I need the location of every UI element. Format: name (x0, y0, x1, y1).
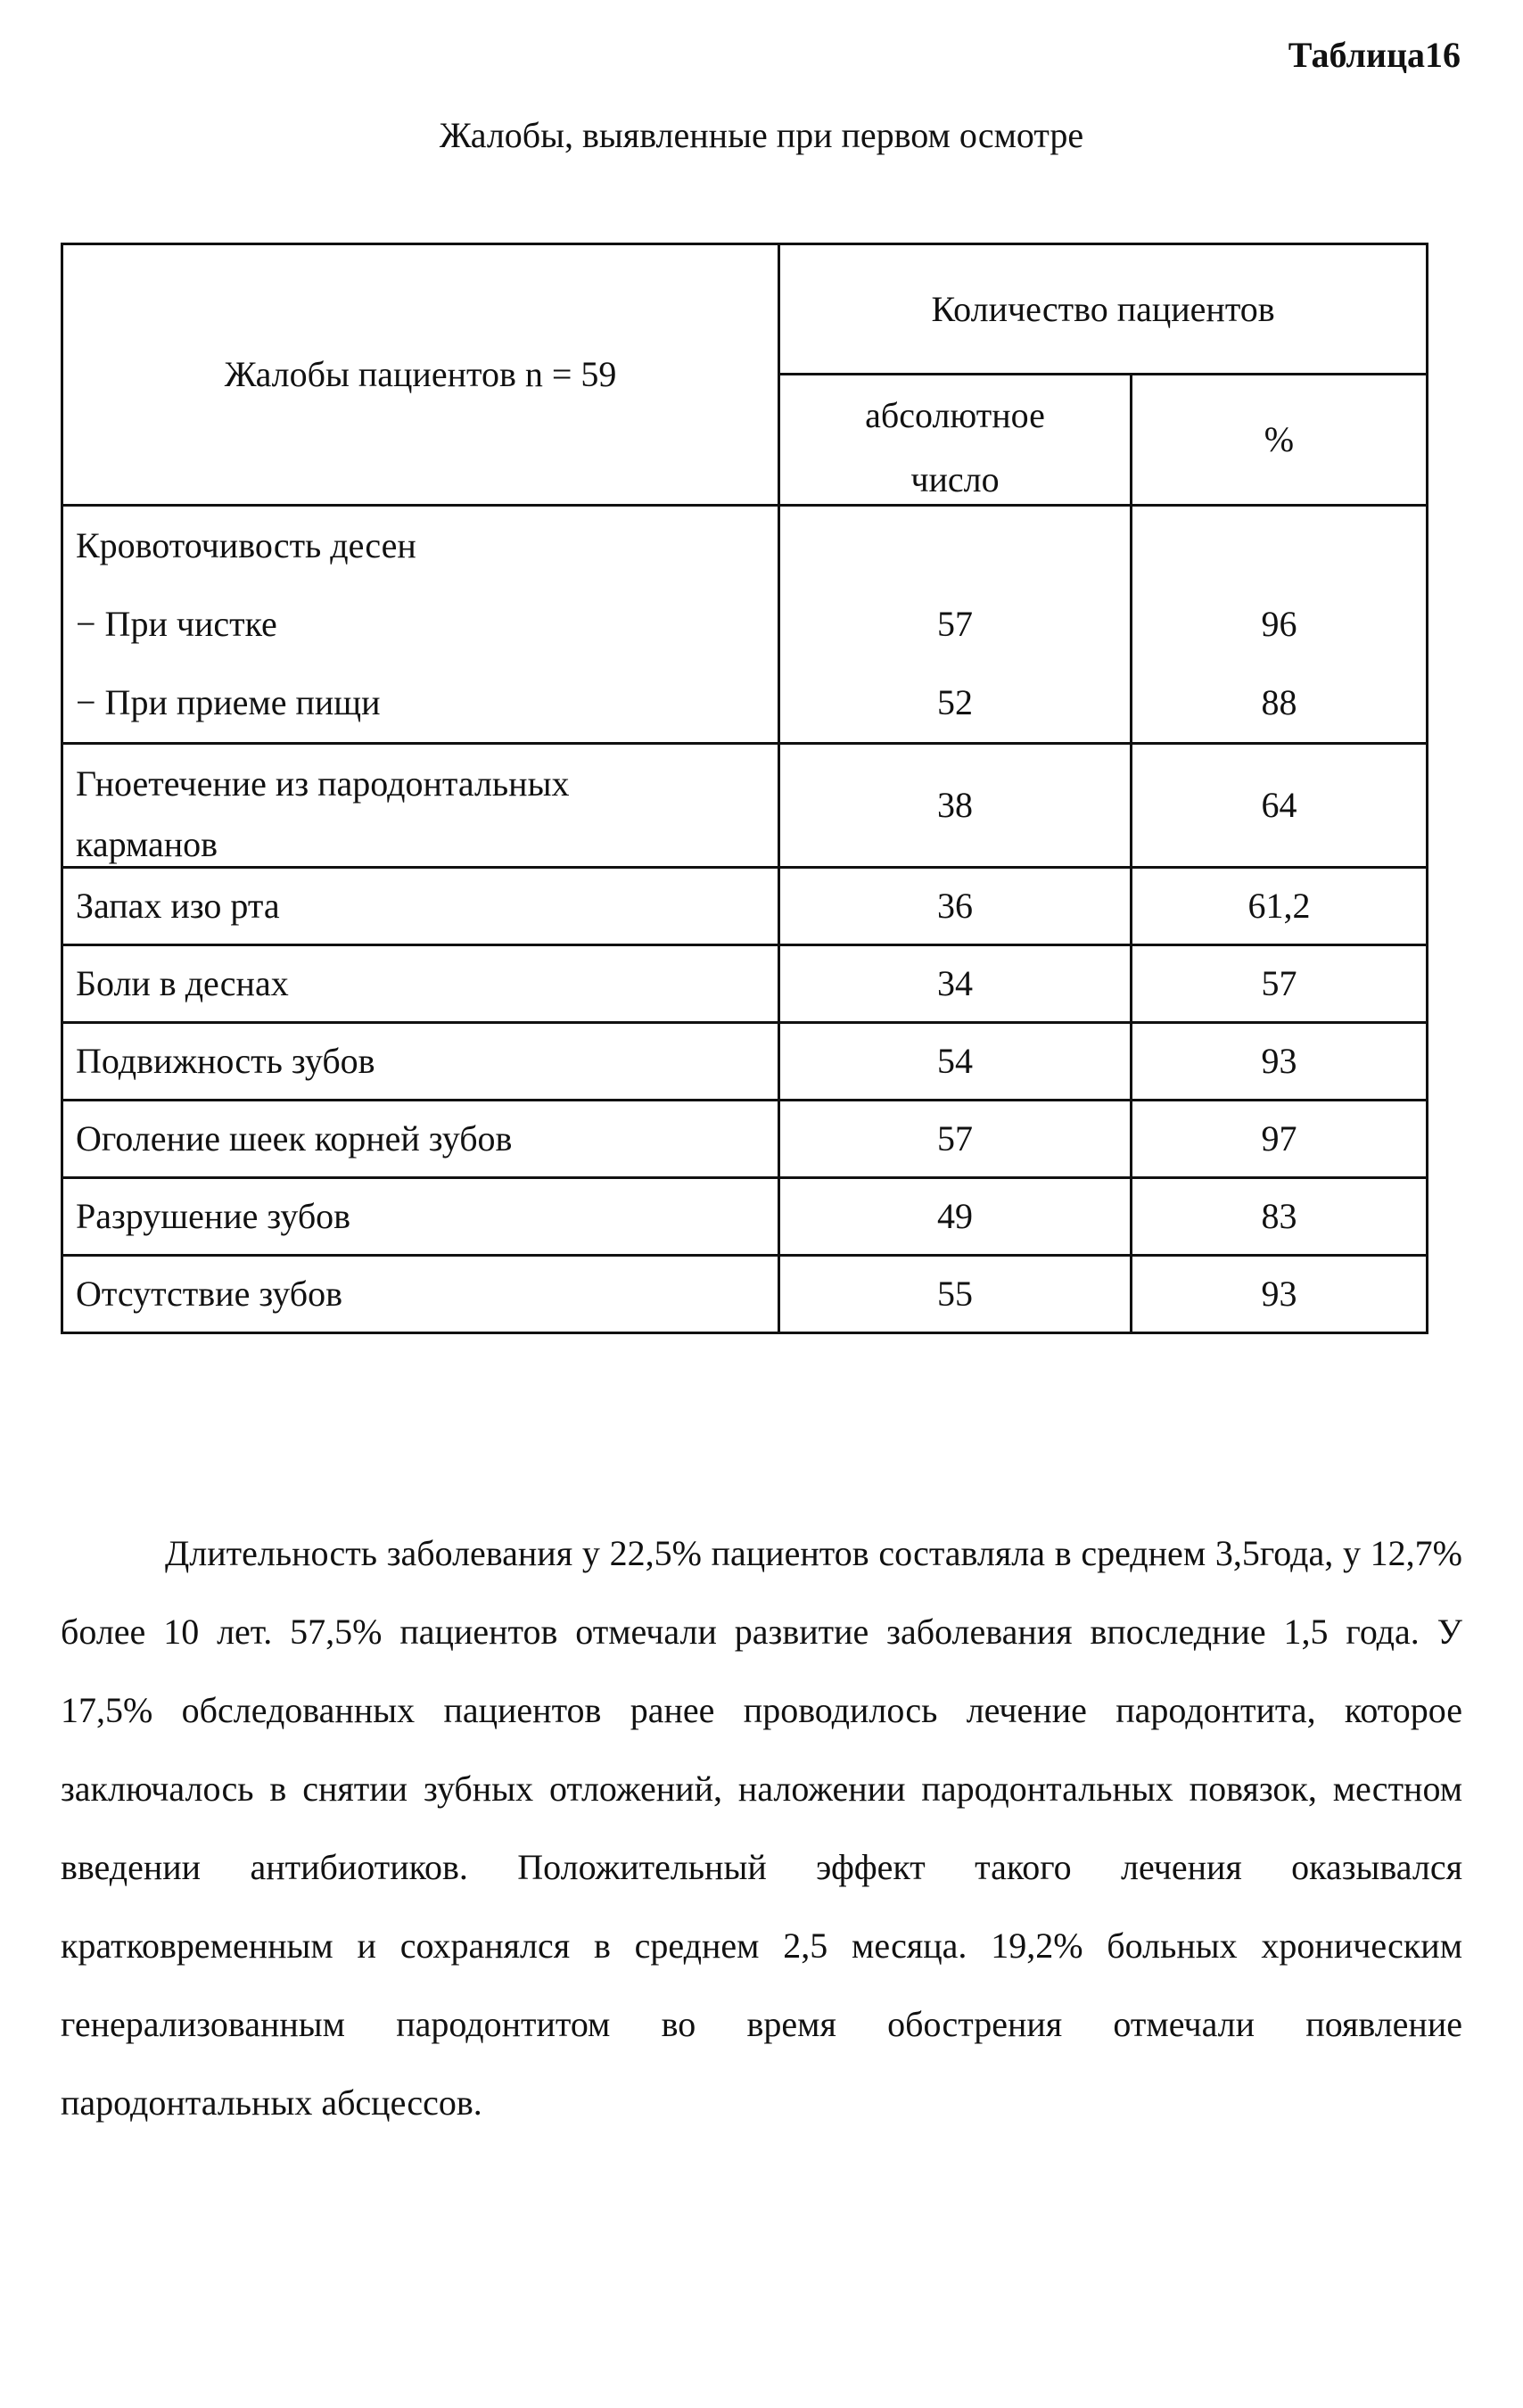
row-abs-value: 55 (779, 1256, 1132, 1333)
table-row (62, 744, 1428, 868)
bleeding-abs-value: 52 (937, 682, 973, 722)
row-label-line: Гноетечение из пародонтальных (76, 763, 570, 804)
table-row (62, 1178, 1428, 1256)
table-title: Жалобы, выявленные при первом осмотре (439, 115, 1084, 155)
bleeding-pct-value: 96 (1261, 604, 1297, 644)
row-abs-value: 57 (779, 1101, 1132, 1178)
row-bleeding-pct (1131, 506, 1427, 744)
bleeding-title: Кровоточивость десен (76, 525, 416, 565)
bleeding-abs-value: 57 (937, 604, 973, 644)
row-abs-value: 38 (779, 744, 1132, 868)
header-absolute-line2: число (910, 459, 1000, 499)
row-label: Боли в деснах (62, 945, 779, 1023)
row-pct-value: 93 (1131, 1023, 1427, 1101)
row-pct-value: 57 (1131, 945, 1427, 1023)
table-number: Таблица16 (1288, 35, 1461, 75)
row-bleeding-label (62, 506, 779, 744)
row-label (62, 744, 779, 868)
row-abs-value: 49 (779, 1178, 1132, 1256)
table-row (62, 1023, 1428, 1101)
row-abs-value: 36 (779, 868, 1132, 945)
row-pct-value: 61,2 (1131, 868, 1427, 945)
complaints-table (61, 243, 1428, 1334)
row-label: Подвижность зубов (62, 1023, 779, 1101)
header-absolute-number (779, 375, 1132, 506)
row-pct-value: 93 (1131, 1256, 1427, 1333)
table-header-row (62, 244, 1428, 375)
row-label: Оголение шеек корней зубов (62, 1101, 779, 1178)
row-label-line: карманов (76, 824, 218, 864)
body-paragraph: Длительность заболевания у 22,5% пациентов составляла в среднем 3,5года, у 12,7% более 10 лет. 57,5% пациентов отмечали развитие заболевания впоследние 1,5 года. У 17,5% обследованных пациентов ранее проводилось лечение пародонтита, которое заключалось в снятии зубных отложений, наложении пародонтальных повязок, местном введении антибиотиков. Положительный эффект такого лечения оказывался кратковременным и сохранялся в среднем 2,5 месяца. 19,2% больных хроническим генерализованным пародонтитом во время обострения отмечали появление пародонтальных абсцессов. (61, 1533, 1462, 2123)
bleeding-subitem-label: − При чистке (76, 604, 277, 644)
row-label: Разрушение зубов (62, 1178, 779, 1256)
header-complaints: Жалобы пациентов n = 59 (62, 244, 779, 506)
row-abs-value: 54 (779, 1023, 1132, 1101)
row-pct-value: 97 (1131, 1101, 1427, 1178)
header-absolute-line1: абсолютное (865, 395, 1045, 435)
header-patients-count: Количество пациентов (779, 244, 1428, 375)
row-abs-value: 34 (779, 945, 1132, 1023)
bleeding-subitem-label: − При приеме пищи (76, 682, 381, 722)
table-row (62, 506, 1428, 744)
table-row (62, 1256, 1428, 1333)
row-pct-value: 83 (1131, 1178, 1427, 1256)
header-percent: % (1131, 375, 1427, 506)
row-bleeding-abs (779, 506, 1132, 744)
table-row (62, 868, 1428, 945)
table-row (62, 1101, 1428, 1178)
bleeding-pct-value: 88 (1261, 682, 1297, 722)
table-row (62, 945, 1428, 1023)
row-pct-value: 64 (1131, 744, 1427, 868)
row-label: Запах изо рта (62, 868, 779, 945)
row-label: Отсутствие зубов (62, 1256, 779, 1333)
